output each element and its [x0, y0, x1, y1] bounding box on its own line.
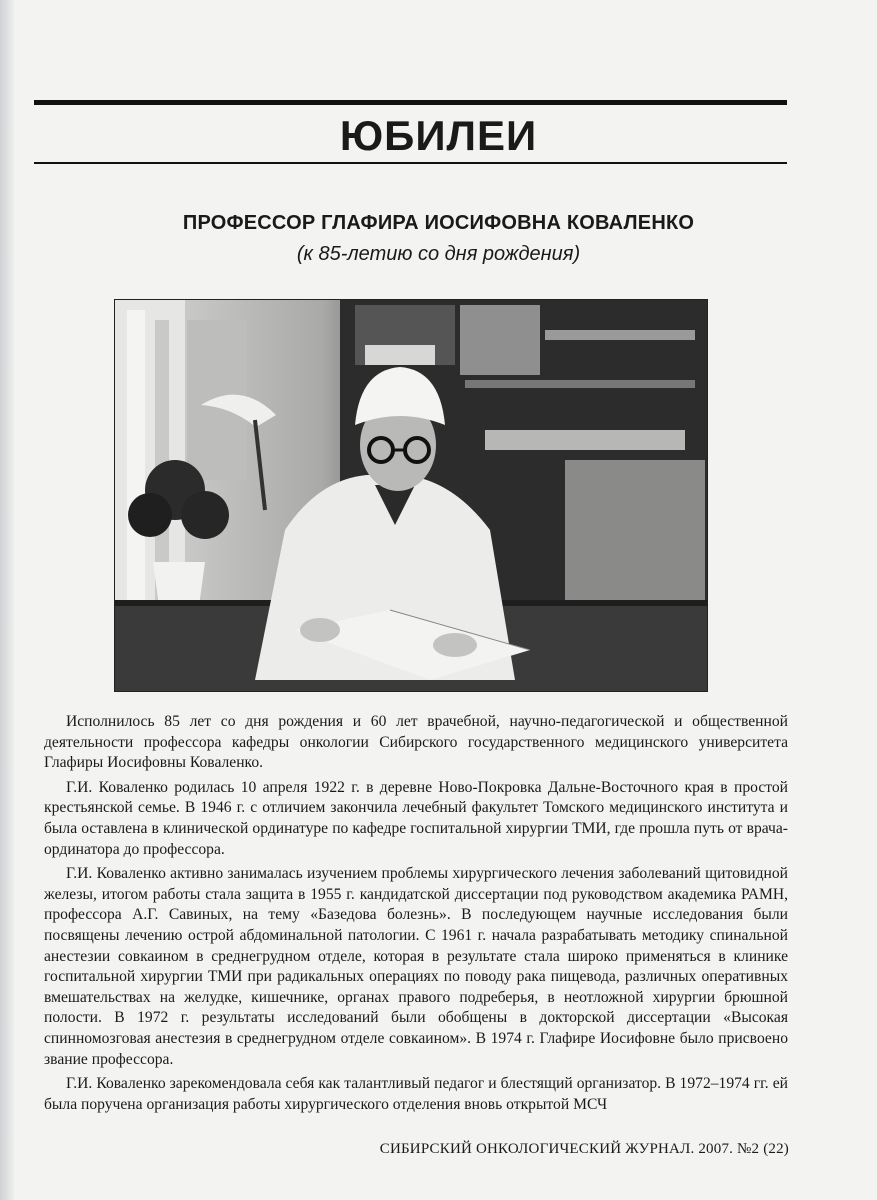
- article-title: ПРОФЕССОР ГЛАФИРА ИОСИФОВНА КОВАЛЕНКО: [182, 212, 695, 234]
- header-rule: [34, 100, 787, 105]
- article-body: [44, 712, 788, 1119]
- section-title: ЮБИЛЕИ: [339, 112, 538, 159]
- paragraph-4: Г.И. Коваленко зарекомендовала себя как талантливый педагог и блестящий организатор. В 1972–1974 гг. ей была поручена организация работы хирургического отделения вновь открытой МСЧ: [44, 1075, 788, 1113]
- portrait-illustration: [115, 300, 708, 692]
- paragraph-1: Исполнилось 85 лет со дня рождения и 60 лет врачебной, научно-педагогической и общественной деятельности профессора кафедры онкологии Сибирского государственного медицинского университета Глафиры Иосифовны Коваленко.: [44, 713, 788, 772]
- journal-footer: СИБИРСКИЙ ОНКОЛОГИЧЕСКИЙ ЖУРНАЛ. 2007. №2 (22): [379, 1141, 789, 1157]
- section-rule: [34, 162, 787, 164]
- portrait-photo: [114, 299, 708, 692]
- paragraph-3: Г.И. Коваленко активно занималась изучением проблемы хирургического лечения заболеваний щитовидной железы, итогом работы стала защита в 1955 г. кандидатской диссертации под руководством академика РАМН, профессора А.Г. Савиных, на тему «Базедова болезнь». В последующем научные исследования были посвящены лечению острой абдоминальной патологии. С 1961 г. начала разрабатывать методику спинальной анестезии совкаином в среднегрудном отделе, которая в результате стала широко применяться в клинике госпитальной хирургии ТМИ при радикальных операциях по поводу рака пищевода, различных оперативных вмешательствах на желудке, кишечнике, органах правого подреберья, в неотложной хирургии брюшной полости. В 1972 г. результаты исследований были обобщены в докторской диссертации «Высокая спинномозговая анестезия в среднегрудном отделе совкаином». В 1974 г. Глафире Иосифовне было присвоено звание профессора.: [44, 865, 788, 1068]
- paragraph-2: Г.И. Коваленко родилась 10 апреля 1922 г. в деревне Ново-Покровка Дальне-Восточного края в простой крестьянской семье. В 1946 г. с отличием закончила лечебный факультет Томского медицинского института и была оставлена в клинической ординатуре по кафедре госпитальной хирургии ТМИ, где прошла путь от врача-ординатора до профессора.: [44, 778, 788, 858]
- article-subtitle: (к 85-летию со дня рождения): [296, 243, 581, 265]
- page-edge-shadow: [0, 0, 14, 1200]
